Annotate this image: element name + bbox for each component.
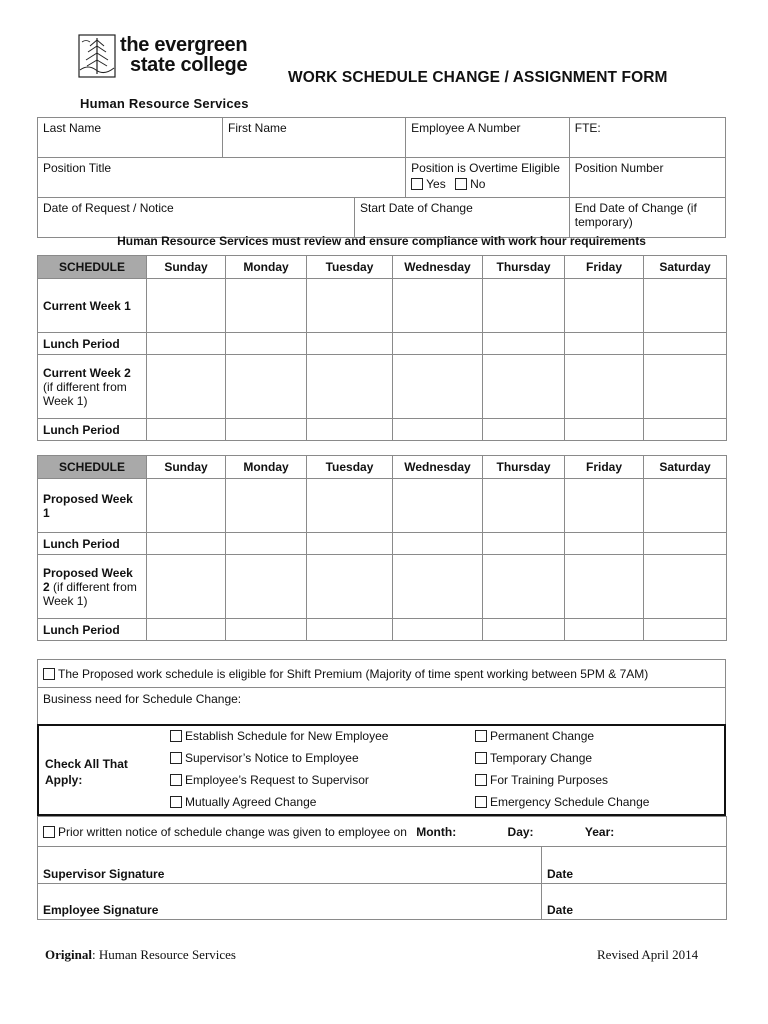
prior-notice-checkbox[interactable] [43, 826, 55, 838]
overtime-eligible-field [406, 158, 570, 198]
schedule-cell[interactable] [393, 533, 483, 555]
table-row [38, 660, 726, 688]
schedule-cell[interactable] [226, 279, 307, 333]
year-label: Year: [584, 824, 615, 839]
first-name-field[interactable] [223, 118, 406, 158]
footer-original-label: Original [45, 947, 92, 962]
position-number-label: Position Number [574, 161, 664, 175]
employee-signature-label: Employee Signature [43, 903, 159, 917]
proposed-lunch2-label: Lunch Period [38, 619, 147, 641]
schedule-cell[interactable] [147, 333, 226, 355]
college-logo [78, 34, 278, 114]
checkbox-icon[interactable] [475, 774, 487, 786]
schedule-cell[interactable] [393, 555, 483, 619]
option-label: For Training Purposes [490, 773, 609, 787]
schedule-cell[interactable] [307, 419, 393, 441]
supervisor-date-field[interactable] [542, 847, 727, 884]
schedule-cell[interactable] [307, 333, 393, 355]
schedule-cell[interactable] [565, 555, 644, 619]
checkbox-icon[interactable] [475, 730, 487, 742]
option-label: Establish Schedule for New Employee [185, 729, 389, 743]
schedule-cell[interactable] [226, 555, 307, 619]
employee-a-number-field[interactable] [406, 118, 570, 158]
current-week1-label: Current Week 1 [38, 279, 147, 333]
department-name: Human Resource Services [80, 96, 249, 111]
table-row [38, 479, 727, 533]
employee-date-label: Date [547, 903, 574, 917]
schedule-cell[interactable] [393, 619, 483, 641]
tuesday-header: Tuesday [307, 456, 393, 479]
current-week2-label: Current Week 2 (if different from Week 1) [38, 355, 147, 419]
logo-text-line2: state college [130, 54, 248, 76]
schedule-cell[interactable] [644, 355, 727, 419]
schedule-cell[interactable] [644, 619, 727, 641]
schedule-header: SCHEDULE [38, 456, 147, 479]
schedule-cell[interactable] [565, 279, 644, 333]
schedule-cell[interactable] [226, 355, 307, 419]
schedule-cell[interactable] [565, 355, 644, 419]
footer-original [45, 947, 236, 963]
monday-header: Monday [226, 256, 307, 279]
checkbox-icon[interactable] [170, 752, 182, 764]
schedule-cell[interactable] [393, 279, 483, 333]
schedule-cell[interactable] [147, 355, 226, 419]
schedule-cell[interactable] [226, 419, 307, 441]
position-title-field[interactable] [38, 158, 406, 198]
schedule-cell[interactable] [644, 479, 727, 533]
schedule-cell[interactable] [147, 419, 226, 441]
option-label: Temporary Change [490, 751, 593, 765]
proposed-week2-label: Proposed Week 2 (if different from Week 1) [38, 555, 147, 619]
end-date-field[interactable] [569, 198, 725, 238]
logo-text-line1: the evergreen [120, 34, 248, 56]
table-row [38, 355, 727, 419]
table-row [38, 619, 727, 641]
saturday-header: Saturday [644, 456, 727, 479]
table-row [38, 279, 727, 333]
last-name-field[interactable] [38, 118, 223, 158]
option-label: Employee’s Request to Supervisor [185, 773, 369, 787]
schedule-cell[interactable] [147, 533, 226, 555]
schedule-cell[interactable] [307, 619, 393, 641]
shift-premium-table [37, 659, 726, 726]
schedule-cell[interactable] [307, 355, 393, 419]
option-label: Mutually Agreed Change [185, 795, 317, 809]
option-permanent[interactable] [475, 729, 594, 743]
current-schedule-header-row [38, 256, 727, 279]
form-title: WORK SCHEDULE CHANGE / ASSIGNMENT FORM [288, 69, 668, 86]
schedule-cell[interactable] [226, 619, 307, 641]
signature-table [37, 816, 727, 920]
option-temporary[interactable] [475, 751, 592, 765]
proposed-week2-note: (if different from Week 1) [43, 579, 137, 608]
business-need-field[interactable] [38, 688, 726, 726]
schedule-cell[interactable] [483, 279, 565, 333]
check-all-label: Check All That Apply: [45, 757, 128, 787]
schedule-cell[interactable] [307, 533, 393, 555]
schedule-cell[interactable] [147, 479, 226, 533]
current-lunch1-label: Lunch Period [38, 333, 147, 355]
employee-signature-field[interactable] [38, 884, 542, 920]
schedule-cell[interactable] [307, 279, 393, 333]
fte-label: FTE: [574, 121, 601, 135]
schedule-cell[interactable] [565, 479, 644, 533]
schedule-cell[interactable] [483, 479, 565, 533]
supervisor-signature-label: Supervisor Signature [43, 867, 165, 881]
schedule-cell[interactable] [644, 555, 727, 619]
schedule-cell[interactable] [565, 533, 644, 555]
tuesday-header: Tuesday [307, 256, 393, 279]
supervisor-signature-field[interactable] [38, 847, 542, 884]
table-row [38, 847, 727, 884]
current-lunch2-label: Lunch Period [38, 419, 147, 441]
footer-revised: Revised April 2014 [597, 947, 699, 962]
schedule-cell[interactable] [307, 479, 393, 533]
checkbox-icon[interactable] [475, 752, 487, 764]
table-row [38, 688, 726, 726]
schedule-cell[interactable] [565, 619, 644, 641]
schedule-cell[interactable] [483, 533, 565, 555]
employee-info-table [37, 117, 726, 238]
day-label: Day: [507, 824, 534, 839]
start-date-field[interactable] [355, 198, 570, 238]
checkbox-icon[interactable] [170, 796, 182, 808]
thursday-header: Thursday [483, 456, 565, 479]
first-name-label: First Name [228, 121, 287, 135]
checkbox-icon[interactable] [475, 796, 487, 808]
sunday-header: Sunday [147, 456, 226, 479]
sunday-header: Sunday [147, 256, 226, 279]
date-of-request-field[interactable] [38, 198, 355, 238]
overtime-no-label: No [470, 177, 486, 191]
proposed-schedule-table [37, 455, 727, 641]
end-date-label: End Date of Change (if temporary) [574, 201, 697, 229]
option-new-employee[interactable] [170, 729, 388, 743]
check-all-that-apply-box [37, 724, 726, 816]
schedule-cell[interactable] [226, 333, 307, 355]
schedule-cell[interactable] [483, 619, 565, 641]
checkbox-icon[interactable] [170, 730, 182, 742]
option-supervisor-notice[interactable] [170, 751, 359, 765]
schedule-cell[interactable] [565, 333, 644, 355]
option-label: Emergency Schedule Change [490, 795, 650, 809]
schedule-cell[interactable] [644, 419, 727, 441]
schedule-cell[interactable] [644, 333, 727, 355]
schedule-cell[interactable] [147, 279, 226, 333]
current-week2-note: (if different from Week 1) [43, 379, 127, 408]
schedule-cell[interactable] [483, 555, 565, 619]
schedule-cell[interactable] [483, 333, 565, 355]
position-number-field[interactable] [569, 158, 725, 198]
option-employee-request[interactable] [170, 773, 369, 787]
option-emergency[interactable] [475, 795, 649, 809]
overtime-yes-label: Yes [426, 177, 446, 191]
schedule-cell[interactable] [147, 619, 226, 641]
schedule-cell[interactable] [644, 279, 727, 333]
overtime-eligible-label: Position is Overtime Eligible [411, 161, 560, 175]
schedule-cell[interactable] [565, 419, 644, 441]
business-need-label: Business need for Schedule Change: [43, 692, 242, 706]
fte-field[interactable] [569, 118, 725, 158]
schedule-cell[interactable] [226, 533, 307, 555]
schedule-cell[interactable] [393, 419, 483, 441]
overtime-yes-checkbox[interactable] [411, 178, 423, 190]
evergreen-tree-logo-icon [78, 34, 116, 78]
overtime-no-checkbox[interactable] [455, 178, 467, 190]
shift-premium-checkbox[interactable] [43, 668, 55, 680]
last-name-label: Last Name [43, 121, 102, 135]
schedule-cell[interactable] [307, 555, 393, 619]
wednesday-header: Wednesday [393, 456, 483, 479]
schedule-cell[interactable] [644, 533, 727, 555]
schedule-cell[interactable] [483, 355, 565, 419]
table-row [38, 817, 727, 847]
prior-notice-label: Prior written notice of schedule change was given to employee on [58, 824, 407, 839]
current-schedule-table [37, 255, 727, 441]
friday-header: Friday [565, 256, 644, 279]
supervisor-date-label: Date [547, 867, 574, 881]
table-row [38, 555, 727, 619]
table-row [38, 419, 727, 441]
month-label: Month: [416, 824, 457, 839]
position-title-label: Position Title [43, 161, 112, 175]
start-date-label: Start Date of Change [360, 201, 473, 215]
prior-notice-row [38, 817, 727, 847]
shift-premium-label: The Proposed work schedule is eligible for Shift Premium (Majority of time spent working between 5PM & 7AM) [58, 666, 649, 681]
hr-compliance-notice: Human Resource Services must review and ensure compliance with work hour requirements [117, 234, 646, 248]
proposed-lunch1-label: Lunch Period [38, 533, 147, 555]
friday-header: Friday [565, 456, 644, 479]
option-training[interactable] [475, 773, 608, 787]
employee-date-field[interactable] [542, 884, 727, 920]
schedule-cell[interactable] [483, 419, 565, 441]
checkbox-icon[interactable] [170, 774, 182, 786]
monday-header: Monday [226, 456, 307, 479]
option-mutually-agreed[interactable] [170, 795, 316, 809]
employee-a-number-label: Employee A Number [411, 121, 521, 135]
table-row [38, 884, 727, 920]
table-row [38, 333, 727, 355]
schedule-cell[interactable] [147, 555, 226, 619]
proposed-schedule-header-row [38, 456, 727, 479]
schedule-cell[interactable] [393, 333, 483, 355]
table-row [38, 533, 727, 555]
schedule-cell[interactable] [226, 479, 307, 533]
saturday-header: Saturday [644, 256, 727, 279]
schedule-cell[interactable] [393, 355, 483, 419]
schedule-cell[interactable] [393, 479, 483, 533]
proposed-week1-label: Proposed Week 1 [38, 479, 147, 533]
option-label: Permanent Change [490, 729, 595, 743]
date-of-request-label: Date of Request / Notice [43, 201, 174, 215]
footer-original-value: : Human Resource Services [91, 947, 236, 962]
shift-premium-row [38, 660, 726, 688]
schedule-header: SCHEDULE [38, 256, 147, 279]
option-label: Supervisor’s Notice to Employee [185, 751, 359, 765]
wednesday-header: Wednesday [393, 256, 483, 279]
thursday-header: Thursday [483, 256, 565, 279]
